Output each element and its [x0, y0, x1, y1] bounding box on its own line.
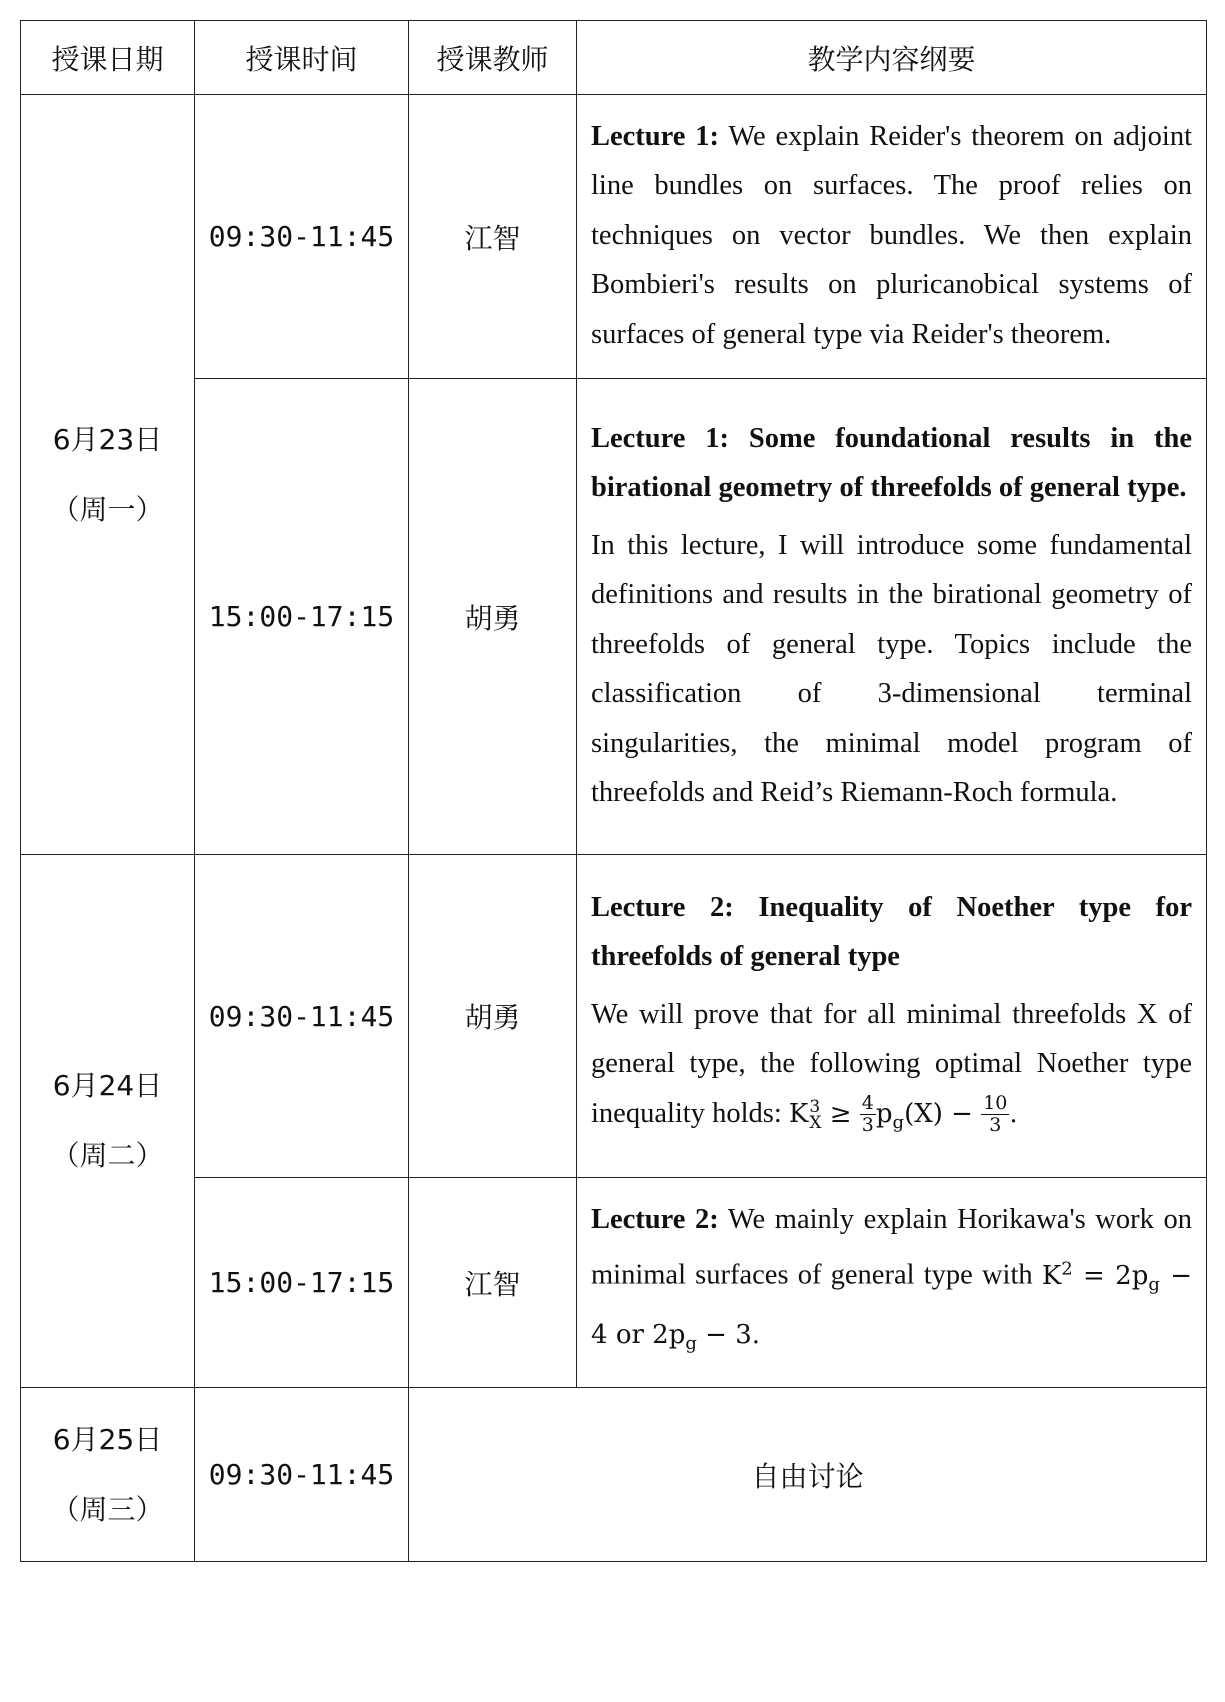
table-row: [21, 855, 1207, 1178]
teacher-cell: 江智: [409, 1178, 577, 1388]
date-cell: [21, 855, 195, 1388]
table-row: [21, 95, 1207, 379]
date-text: 6月25日: [52, 1422, 163, 1456]
header-time: 授课时间: [195, 21, 409, 95]
horikawa-formula: $K^2 = 2p_g - 4$ or $2p_g - 3$.: [591, 1258, 1192, 1354]
teacher-cell: 胡勇: [409, 379, 577, 855]
lecture-title: Lecture 1:: [591, 120, 720, 152]
time-cell: 15:00-17:15: [195, 1178, 409, 1388]
lecture-title: Lecture 1: Some foundational results in the birational geometry of threefolds of general type.: [591, 422, 1192, 503]
time-cell: 15:00-17:15: [195, 379, 409, 855]
lecture-title: Lecture 2: Inequality of Noether type for threefolds of general type: [591, 891, 1192, 973]
free-discussion-cell: 自由讨论: [409, 1388, 1207, 1562]
noether-inequality: K 3 X ≥ $\frac{4}{3}$ $p_g(X)$ − $\frac{10}{3}$ .: [788, 1092, 1018, 1137]
date-cell: [21, 95, 195, 855]
lecture-body: We will prove that for all minimal threefolds X of general type, the following optimal Noether type inequality holds:: [591, 998, 1192, 1129]
date-text: 6月24日: [52, 1069, 163, 1102]
teacher-cell: 胡勇: [409, 855, 577, 1178]
time-cell: 09:30-11:45: [195, 95, 409, 379]
table-row: [21, 1178, 1207, 1388]
lecture-body: We mainly explain Horikawa's work on minimal surfaces of general type with: [591, 1203, 1192, 1291]
time-cell: 09:30-11:45: [195, 855, 409, 1178]
lecture-title: Lecture 2:: [591, 1203, 719, 1235]
content-cell: [577, 95, 1207, 379]
date-text: 6月23日: [52, 422, 163, 456]
content-cell: [577, 855, 1207, 1178]
time-cell: 09:30-11:45: [195, 1388, 409, 1562]
schedule-table: [20, 20, 1207, 1562]
header-teacher: 授课教师: [409, 21, 577, 95]
teacher-cell: 江智: [409, 95, 577, 379]
header-content: 教学内容纲要: [577, 21, 1207, 95]
content-cell: [577, 1178, 1207, 1388]
weekday-text: （周二）: [51, 1139, 164, 1172]
lecture-body: We explain Reider's theorem on adjoint line bundles on surfaces. The proof relies on techniques on vector bundles. We then explain Bombieri's results on pluricanobical systems of surfaces of general type via Reider's theorem.: [591, 120, 1192, 350]
date-cell: [21, 1388, 195, 1562]
header-row: [21, 21, 1207, 95]
lecture-body: In this lecture, I will introduce some fundamental definitions and results in the birational geometry of threefolds of general type. Topics include the classification of 3-dimensional terminal singularities, the minimal model program of threefolds and Reid’s Riemann-Roch formula.: [591, 529, 1192, 808]
table-row: [21, 1388, 1207, 1562]
weekday-text: （周三）: [51, 1492, 164, 1526]
table-row: [21, 379, 1207, 855]
header-date: 授课日期: [21, 21, 195, 95]
content-cell: [577, 379, 1207, 855]
weekday-text: （周一）: [51, 492, 164, 526]
schedule: [20, 20, 1206, 1562]
